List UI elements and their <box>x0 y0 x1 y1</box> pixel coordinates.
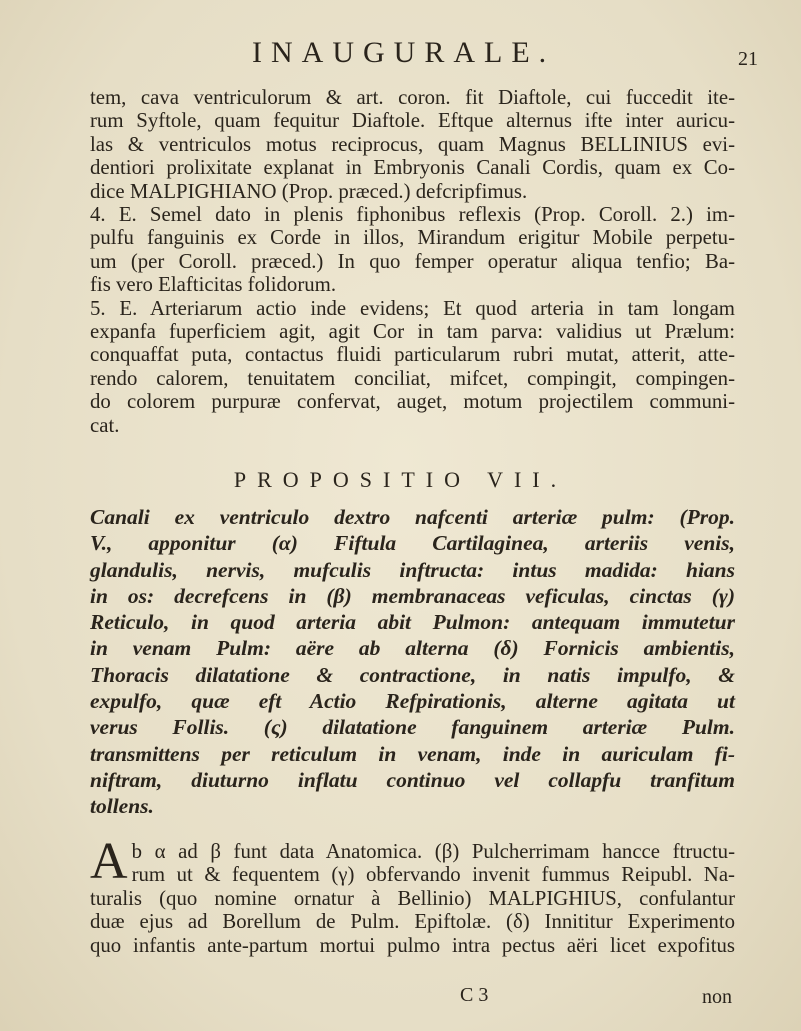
proposition-line: expulfo, quæ eft Actio Refpirationis, alterne agitata ut <box>90 689 735 714</box>
text-line: las & ventriculos motus reciprocus, quam Magnus BELLINIUS evi- <box>90 132 735 156</box>
text-line: fis vero Elafticitas folidorum. <box>90 273 337 297</box>
text-line: dentiori prolixitate explanat in Embryonis Canali Cordis, quam ex Co- <box>90 156 735 180</box>
proposition-line: tollens. <box>90 794 154 819</box>
text-line: 4. E. Semel dato in plenis fiphonibus reflexis (Prop. Coroll. 2.) im- <box>90 203 735 227</box>
page-number: 21 <box>738 48 758 70</box>
text-line: b α ad β funt data Anatomica. (β) Pulcherrimam hancce ftructu- <box>131 840 735 863</box>
proposition-line: transmittens per reticulum in venam, inde in auriculam fi- <box>90 741 735 766</box>
text-line: do colorem purpuræ confervat, auget, motum projectilem communi- <box>90 390 735 414</box>
proposition-line: verus Follis. (ς) dilatatione fanguinem arteriæ Pulm. <box>90 715 735 740</box>
proposition-line: glandulis, nervis, mufculis inftructa: intus madida: hians <box>90 557 735 582</box>
proposition-line: V., apponitur (α) Fiftula Cartilaginea, arteriis venis, <box>90 531 735 556</box>
text-line: rum ut & fequentem (γ) obfervando invenit fummus Reipubl. Na- <box>131 863 735 887</box>
paragraph-commentary <box>90 833 735 957</box>
proposition-line: Reticulo, in quod arteria abit Pulmon: antequam immutetur <box>90 610 735 635</box>
text-line: pulfu fanguinis ex Corde in illos, Mirandum erigitur Mobile perpetu- <box>90 226 735 250</box>
proposition-line: niftram, diuturno inflatu continuo vel collapfu tranfitum <box>90 767 735 792</box>
signature-mark: C 3 <box>460 984 489 1006</box>
text-line: tem, cava ventriculorum & art. coron. fit Diaftole, cui fuccedit ite- <box>90 86 735 109</box>
text-line: cat. <box>90 413 120 437</box>
text-line: expanfa fuperficiem agit, agit Cor in tam parva: validius ut Prælum: <box>90 320 735 344</box>
running-head <box>0 36 801 76</box>
text-line: rendo calorem, tenuitatem conciliat, mifcet, compingit, compingen- <box>90 366 735 390</box>
paragraph-corollaries <box>90 86 735 437</box>
text-line: turalis (quo nomine ornatur à Bellinio) MALPIGHIUS, confulantur <box>90 886 735 910</box>
text-line: dice MALPIGHIANO (Prop. præced.) defcripfimus. <box>90 179 528 203</box>
proposition-line: Canali ex ventriculo dextro nafcenti arteriæ pulm: (Prop. <box>90 505 735 529</box>
proposition-line: in os: decrefcens in (β) membranaceas veficulas, cinctas (γ) <box>90 583 735 608</box>
running-head-title: INAUGURALE. <box>252 36 556 69</box>
text-line: conquaffat puta, contactus fluidi particularum rubri mutat, atterit, atte- <box>90 343 735 367</box>
text-line: 5. E. Arteriarum actio inde evidens; Et quod arteria in tam longam <box>90 296 735 320</box>
catchword: non <box>702 986 732 1008</box>
text-line: um (per Coroll. præced.) In quo femper operatur aliqua tenfio; Ba- <box>90 249 735 273</box>
text-line: rum Syftole, quam fequitur Diaftole. Eftque alternus ifte inter auricu- <box>90 109 735 133</box>
proposition-line: Thoracis dilatatione & contractione, in natis impulfo, & <box>90 662 735 687</box>
section-heading: PROPOSITIO VII. <box>233 467 568 492</box>
proposition-line: in venam Pulm: aëre ab alterna (δ) Fornicis ambientis, <box>90 636 735 661</box>
drop-cap: A <box>90 833 128 890</box>
proposition-text <box>90 504 735 820</box>
text-line: duæ ejus ad Borellum de Pulm. Epiftolæ. (δ) Innititur Experimento <box>90 910 735 934</box>
text-line: quo infantis ante-partum mortui pulmo intra pectus aëri licet expofitus <box>90 933 735 957</box>
